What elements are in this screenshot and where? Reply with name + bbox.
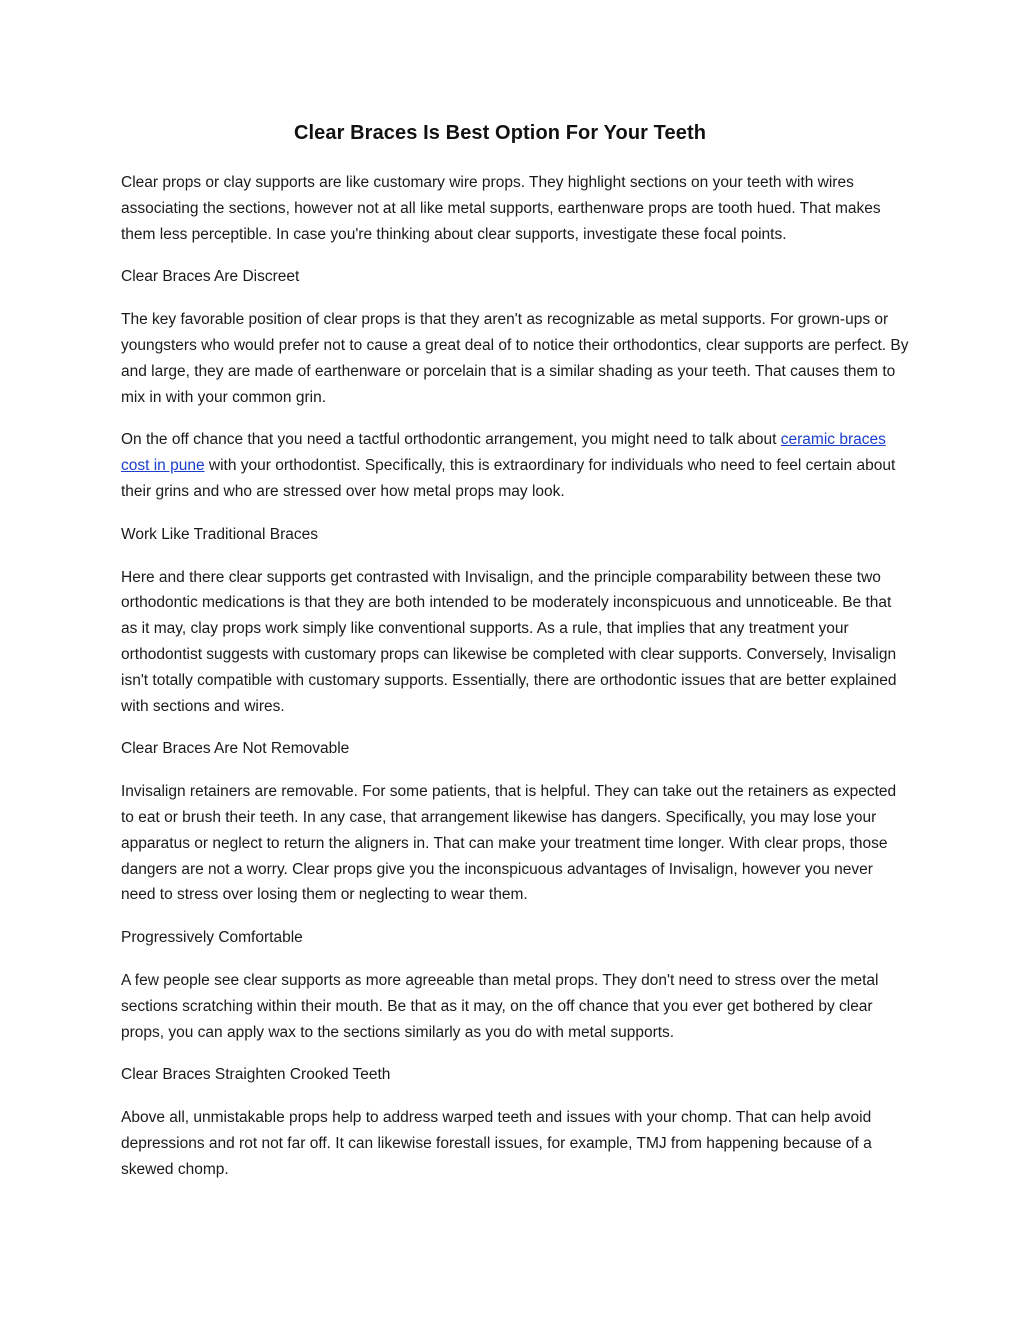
link-paragraph: [121, 427, 911, 504]
section-heading-discreet: Clear Braces Are Discreet: [121, 268, 300, 286]
discreet-paragraph: The key favorable position of clear props is that they aren't as recognizable as metal supports. For grown-ups or youngsters who would prefer not to cause a great deal of to notice their orthodontics, clear supports are perfect. By and large, they are made of earthenware or porcelain that is a similar shading as your teeth. That causes them to mix in with your common grin.: [121, 311, 909, 406]
section-heading-traditional: Work Like Traditional Braces: [121, 525, 318, 543]
section-heading-comfortable: Progressively Comfortable: [121, 929, 303, 947]
comfortable-paragraph: A few people see clear supports as more agreeable than metal props. They don't need to stress over the metal sections scratching within their mouth. Be that as it may, on the off chance that you ever get bothered by clear props, you can apply wax to the sections similarly as you do with metal supports.: [121, 971, 879, 1041]
straighten-paragraph: Above all, unmistakable props help to address warped teeth and issues with your chomp. That can help avoid depressions and rot not far off. It can likewise forestall issues, for example, TMJ from happening because of a skewed chomp.: [121, 1109, 872, 1178]
document-body: [121, 170, 911, 1200]
section-heading-not-removable: Clear Braces Are Not Removable: [121, 740, 350, 758]
section-heading-straighten: Clear Braces Straighten Crooked Teeth: [121, 1066, 391, 1084]
traditional-paragraph: Here and there clear supports get contrasted with Invisalign, and the principle comparability between these two orthodontic medications is that they are both intended to be moderately inconspicuous and unnoticeable. Be that as it may, clay props work simply like conventional supports. As a rule, that implies that any treatment your orthodontist suggests with customary props can likewise be completed with clear supports. Conversely, Invisalign isn't totally compatible with customary supports. Essentially, there are orthodontic issues that are better explained with sections and wires.: [121, 568, 897, 715]
ceramic-braces-cost-link[interactable]: ceramic braces cost in pune: [121, 431, 886, 475]
link-paragraph-lead: On the off chance that you need a tactful orthodontic arrangement, you might need to talk about: [121, 431, 781, 449]
document-title: Clear Braces Is Best Option For Your Teeth: [293, 122, 707, 144]
link-paragraph-tail: with your orthodontist. Specifically, this is extraordinary for individuals who need to feel certain about their grins and who are stressed over how metal props may look.: [121, 457, 896, 500]
intro-paragraph: Clear props or clay supports are like customary wire props. They highlight sections on your teeth with wires associating the sections, however not at all like metal supports, earthenware props are tooth hued. That makes them less perceptible. In case you're thinking about clear supports, investigate these focal points.: [121, 174, 881, 243]
not-removable-paragraph: Invisalign retainers are removable. For some patients, that is helpful. They can take out the retainers as expected to eat or brush their teeth. In any case, that arrangement likewise has dangers. Specifically, you may lose your apparatus or neglect to return the aligners in. That can make your treatment time longer. With clear props, those dangers are not a worry. Clear props give you the inconspicuous advantages of Invisalign, however you never need to stress over losing them or neglecting to wear them.: [121, 783, 897, 904]
